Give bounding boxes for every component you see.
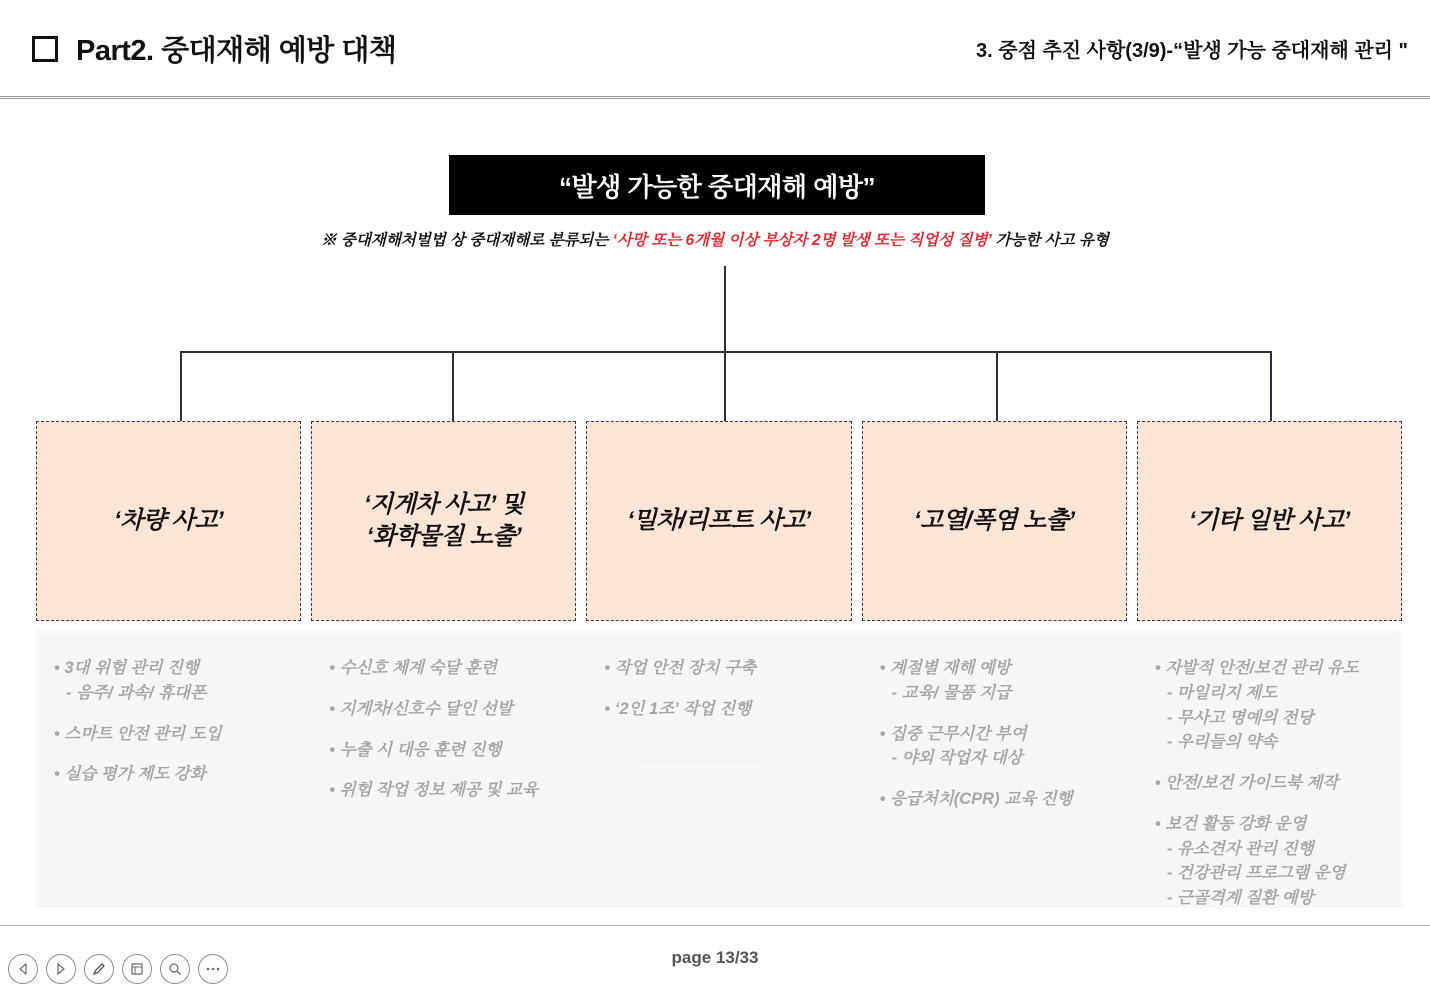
detail-item (329, 778, 562, 803)
detail-item (329, 656, 562, 681)
category-label: ‘기타 일반 사고’ (1189, 506, 1350, 534)
main-title-banner: “발생 가능한 중대재해 예방” (449, 155, 985, 215)
category-box (36, 421, 301, 621)
details-column (1137, 656, 1402, 908)
detail-item (54, 656, 287, 706)
category-box (1137, 421, 1402, 621)
detail-subitem: - 음주/ 과속/ 휴대폰 (54, 681, 287, 706)
footer-divider (0, 925, 1430, 926)
page-number: page 13/33 (671, 948, 759, 967)
detail-bullet: • 3대 위험 관리 진행 (54, 659, 199, 677)
details-column (36, 656, 301, 908)
connector-drop-4 (996, 351, 998, 421)
detail-bullet: • 응급처치(CPR) 교육 진행 (880, 790, 1073, 808)
category-box (862, 421, 1127, 621)
detail-bullet: • 실습 평가 제도 강화 (54, 765, 206, 783)
detail-bullet: • 집중 근무시간 부여 (880, 725, 1027, 743)
detail-bullet: • 계절별 재해 예방 (880, 659, 1011, 677)
category-row (36, 421, 1402, 621)
detail-item (329, 697, 562, 722)
category-label: ‘밀차/리프트 사고’ (627, 506, 811, 534)
zoom-button[interactable] (160, 954, 190, 984)
connector-drop-1 (180, 351, 182, 421)
more-options-button[interactable] (198, 954, 228, 984)
detail-subitem: - 근골격계 질환 예방 (1155, 886, 1388, 911)
detail-item (880, 722, 1113, 772)
details-column (862, 656, 1127, 908)
detail-bullet: • 안전/보건 가이드북 제작 (1155, 774, 1339, 792)
header-divider (0, 96, 1430, 99)
detail-subitem: - 건강관리 프로그램 운영 (1155, 861, 1388, 886)
detail-item (54, 722, 287, 747)
connector-horizontal-bar (180, 351, 1272, 353)
detail-item (1155, 656, 1388, 755)
detail-bullet: • 작업 안전 장치 구축 (604, 659, 756, 677)
header-left (32, 28, 396, 69)
previous-slide-button[interactable] (8, 954, 38, 984)
detail-item (604, 697, 837, 722)
detail-bullet: • ‘2인 1조’ 작업 진행 (604, 700, 751, 718)
page-title: Part2. 중대재해 예방 대책 (76, 35, 397, 67)
detail-item (880, 656, 1113, 706)
detail-item (329, 738, 562, 763)
detail-item (604, 656, 837, 681)
category-label: ‘고열/폭염 노출’ (913, 506, 1075, 534)
detail-bullet: • 누출 시 대응 훈련 진행 (329, 741, 501, 759)
category-label: ‘지게차 사고’ 및 ‘화학물질 노출’ (363, 490, 524, 550)
connector-drop-5 (1270, 351, 1272, 421)
detail-subitem: - 무사고 명예의 전당 (1155, 706, 1388, 731)
detail-subitem: - 교육/ 물품 지급 (880, 681, 1113, 706)
details-column (311, 656, 576, 908)
detail-bullet: • 위험 작업 정보 제공 및 교육 (329, 781, 538, 799)
connector-drop-3 (724, 351, 726, 421)
detail-bullet: • 수신호 체계 숙달 훈련 (329, 659, 497, 677)
note-highlight: ‘사망 또는 6개월 이상 부상자 2명 발생 또는 직업성 질병’ (612, 232, 992, 249)
connector-vertical-stem (724, 266, 726, 352)
header-section-title: 3. 중점 추진 사항(3/9)-“발생 가능 중대재해 관리 " (976, 40, 1408, 62)
connector-drop-2 (452, 351, 454, 421)
empty-square-icon (32, 36, 58, 62)
note-prefix: ※ 중대재해처벌법 상 중대재해로 분류되는 (321, 232, 613, 249)
detail-subitem: - 야외 작업자 대상 (880, 746, 1113, 771)
next-slide-button[interactable] (46, 954, 76, 984)
detail-subitem: - 마일리지 제도 (1155, 681, 1388, 706)
legal-note (0, 228, 1430, 250)
detail-bullet: • 자발적 안전/보건 관리 유도 (1155, 659, 1359, 677)
detail-bullet: • 스마트 안전 관리 도입 (54, 725, 222, 743)
detail-item (54, 762, 287, 787)
category-box (586, 421, 851, 621)
detail-subitem: - 유소견자 관리 진행 (1155, 837, 1388, 862)
category-label: ‘차량 사고’ (113, 506, 224, 534)
details-column (586, 656, 851, 908)
note-suffix: 가능한 사고 유형 (991, 232, 1109, 249)
pen-tool-button[interactable] (84, 954, 114, 984)
details-panel (36, 630, 1402, 908)
detail-bullet: • 지게차/신호수 달인 선발 (329, 700, 513, 718)
detail-item (1155, 812, 1388, 911)
slide-header (0, 0, 1430, 98)
detail-item (1155, 771, 1388, 796)
viewer-toolbar (8, 954, 228, 984)
detail-item (880, 787, 1113, 812)
category-box (311, 421, 576, 621)
detail-bullet: • 보건 활동 강화 운영 (1155, 815, 1307, 833)
detail-subitem: - 우리들의 약속 (1155, 730, 1388, 755)
slides-overview-button[interactable] (122, 954, 152, 984)
